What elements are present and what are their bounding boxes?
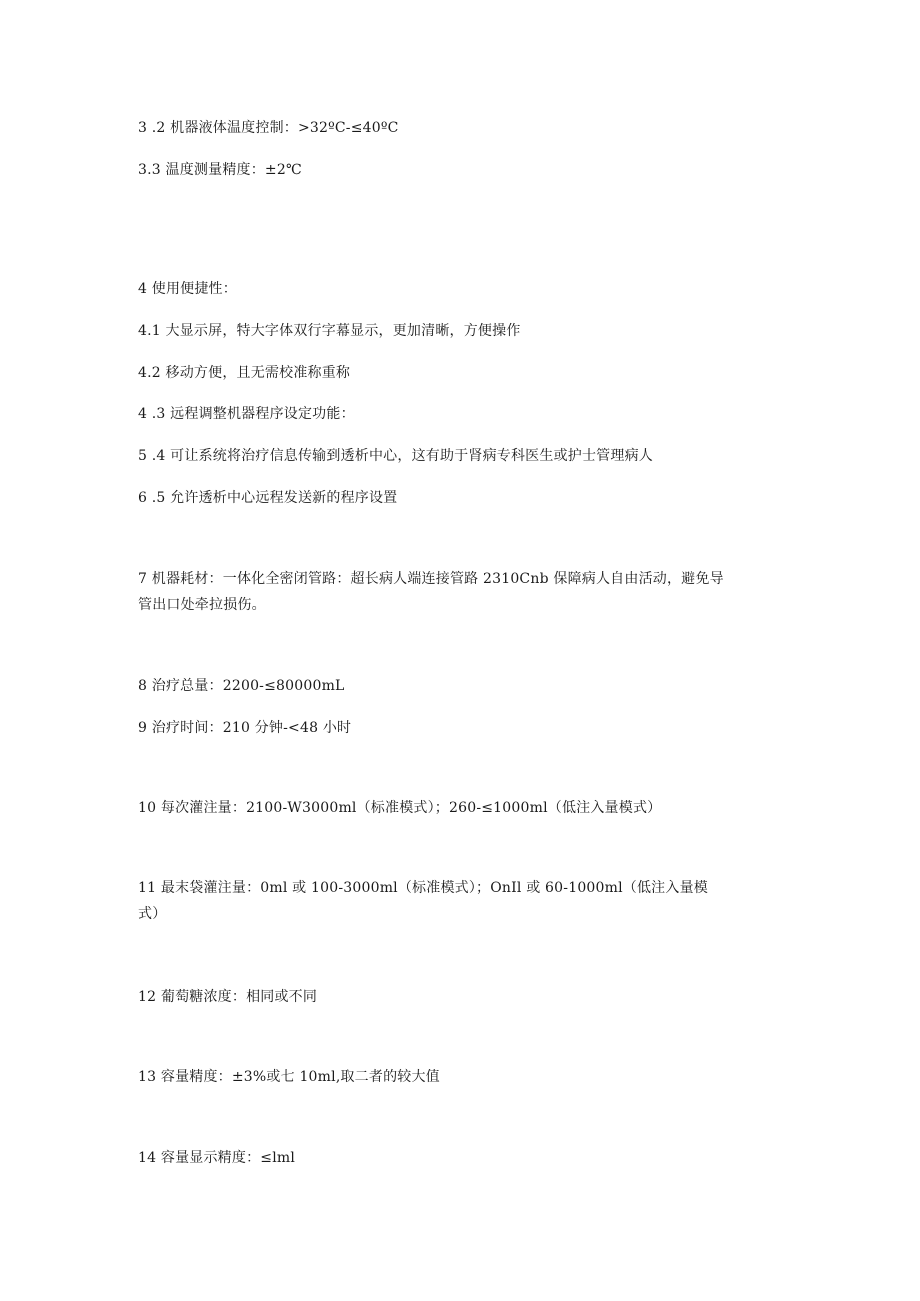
spec-line-4-1: 4.1 大显示屏，特大字体双行字幕显示，更加清晰，方便操作 — [138, 323, 521, 339]
spec-line-9-treatment-time: 9 治疗时间：210 分钟-<48 小时 — [138, 720, 352, 736]
spec-line-7-consumables: 7 机器耗材：一体化全密闭管路：超长病人端连接管路 2310Cnb 保障病人自由活动，避免导管出口处牵拉损伤。 — [138, 571, 724, 613]
spec-line-11-last-bag-fill: 11 最末袋灌注量：0ml 或 100-3000ml（标准模式）；OnIl 或 60-1000ml（低注入量模式） — [138, 880, 708, 922]
spec-line-8-total-volume: 8 治疗总量：2200-≤80000mL — [138, 678, 345, 694]
spec-line-4-3: 4 .3 远程调整机器程序设定功能： — [138, 406, 355, 422]
spec-line-3-2: 3 .2 机器液体温度控制：>32ºC-≤40ºC — [138, 120, 399, 136]
spec-line-10-fill-volume: 10 每次灌注量：2100-W3000ml（标准模式）；260-≤1000ml（低注入量模式） — [138, 800, 662, 816]
spec-line-4-2: 4.2 移动方便，且无需校准称重称 — [138, 365, 351, 381]
spec-line-5-4: 5 .4 可让系统将治疗信息传输到透析中心，这有助于肾病专科医生或护士管理病人 — [138, 448, 653, 464]
spec-line-6-5: 6 .5 允许透析中心远程发送新的程序设置 — [138, 490, 398, 506]
spec-line-12-glucose: 12 葡萄糖浓度：相同或不同 — [138, 989, 318, 1005]
section-heading-4: 4 使用便捷性： — [138, 281, 237, 297]
spec-line-13-volume-accuracy: 13 容量精度：±3%或七 10ml,取二者的较大值 — [138, 1069, 440, 1085]
spec-line-3-3: 3.3 温度测量精度：±2℃ — [138, 162, 302, 178]
spec-line-14-display-accuracy: 14 容量显示精度：≤lml — [138, 1150, 296, 1166]
